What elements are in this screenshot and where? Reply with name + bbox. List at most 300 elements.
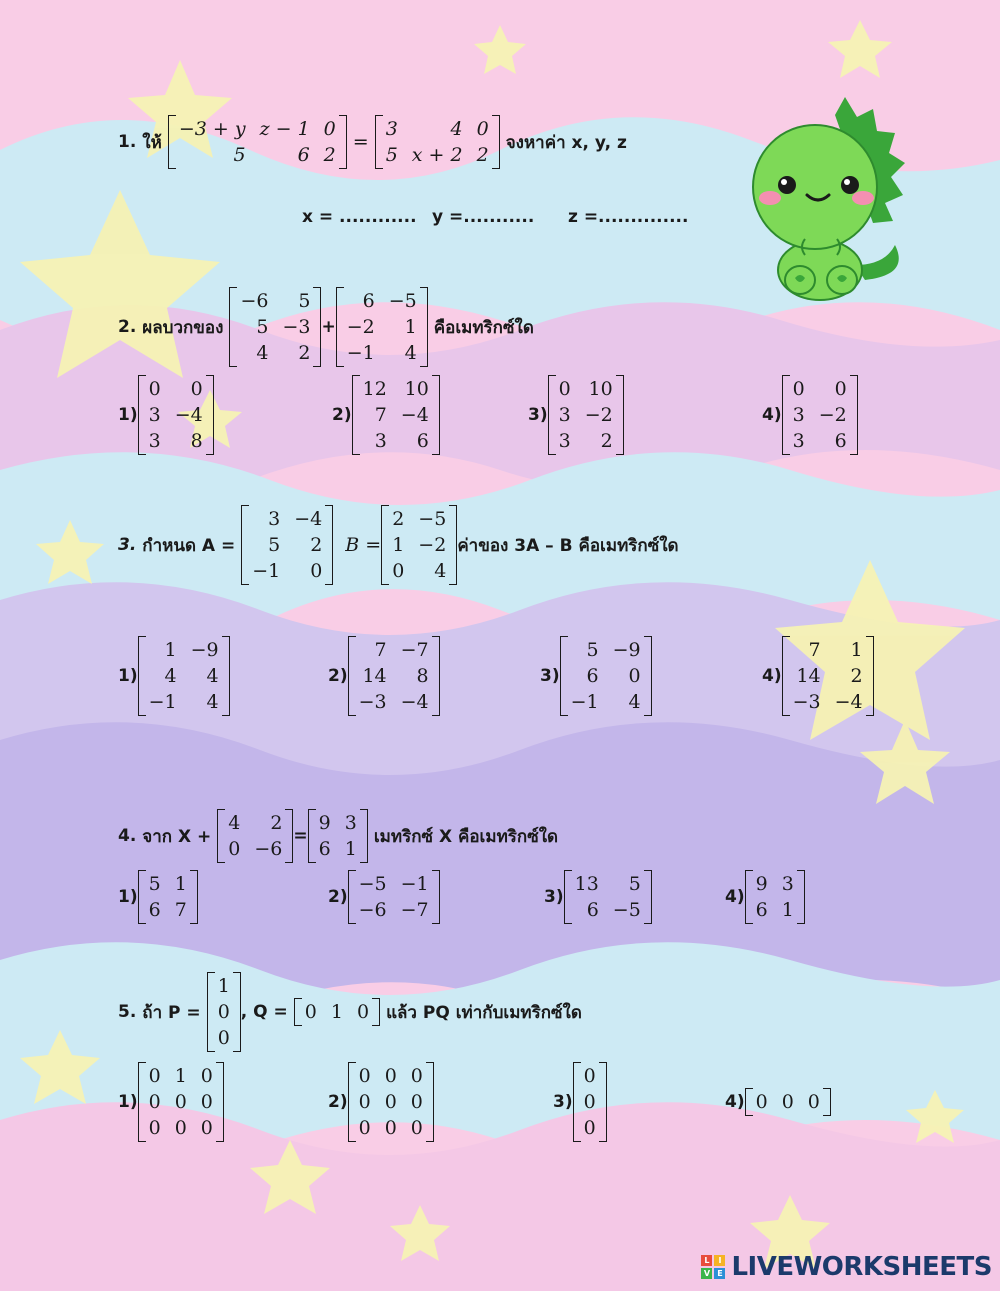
matrix-cell: 0: [200, 1065, 213, 1087]
matrix-cell: 13: [574, 873, 599, 895]
right-bracket: [599, 1062, 607, 1142]
matrix-cell: 1: [404, 316, 417, 338]
matrix-cell: 0: [384, 1065, 397, 1087]
question-prefix: ถ้า P =: [142, 1002, 201, 1023]
matrix-grid: [237, 287, 313, 367]
matrix-cell: 0: [304, 1001, 317, 1023]
matrix-cell: −5: [418, 508, 447, 530]
matrix-cell: 2: [850, 665, 863, 687]
matrix-cell: 2: [476, 144, 489, 166]
matrix-cell: 0: [834, 378, 847, 400]
choice-matrix: [745, 1088, 831, 1116]
matrix-cell: 6: [834, 430, 847, 452]
matrix-q-label: , Q =: [240, 1002, 288, 1022]
matrix-cell: −1: [346, 342, 375, 364]
question-number: 1.: [118, 132, 137, 152]
matrix-cell: −5: [612, 899, 641, 921]
matrix-cell: 5: [298, 290, 311, 312]
question-number: 3.: [118, 535, 137, 555]
matrix-cell: 3: [148, 404, 161, 426]
matrix-cell: 4: [206, 691, 219, 713]
matrix-cell: 0: [148, 1117, 161, 1139]
matrix-a: [168, 115, 347, 169]
right-bracket: [449, 505, 457, 585]
plus-sign: +: [321, 317, 336, 337]
left-bracket: [375, 115, 383, 169]
choice-3-2[interactable]: [328, 636, 440, 716]
right-bracket: [432, 375, 440, 455]
matrix-grid: [302, 998, 372, 1026]
question-3: [118, 505, 679, 585]
matrix-cell: 4: [206, 665, 219, 687]
choice-matrix: [348, 870, 440, 924]
matrix-cell: 4: [434, 560, 447, 582]
choice-4-4[interactable]: [725, 870, 805, 924]
matrix-cell: 4: [256, 342, 269, 364]
matrix-cell: 2: [298, 342, 311, 364]
left-bracket: [352, 375, 360, 455]
matrix-cell: 3: [148, 430, 161, 452]
right-bracket: [325, 505, 333, 585]
matrix-b: [375, 115, 500, 169]
matrix-cell: −9: [190, 639, 219, 661]
question-prefix: กำหนด A =: [142, 535, 236, 556]
right-bracket: [285, 809, 293, 863]
matrix-cell: −7: [400, 639, 429, 661]
matrix-cell: 9: [318, 812, 331, 834]
matrix-cell: 5: [148, 873, 161, 895]
choice-matrix: [348, 636, 440, 716]
choice-label: 3): [544, 887, 564, 907]
matrix-q: [294, 998, 380, 1026]
matrix-cell: −6: [358, 899, 387, 921]
matrix-cell: 7: [374, 404, 387, 426]
right-bracket: [420, 287, 428, 367]
matrix-cell: 4: [404, 342, 417, 364]
question-number: 5.: [118, 1002, 137, 1022]
matrix-cell: 0: [217, 1001, 230, 1023]
matrix-cell: 0: [148, 378, 161, 400]
matrix-grid: [146, 375, 206, 455]
choice-matrix: [560, 636, 652, 716]
choice-matrix: [348, 1062, 434, 1142]
matrix-grid: [581, 1062, 599, 1142]
matrix-grid: [146, 870, 190, 924]
choice-label: 1): [118, 1092, 138, 1112]
right-bracket: [616, 375, 624, 455]
liveworksheets-logo-icon: [701, 1255, 725, 1279]
matrix-cell: 1: [850, 639, 863, 661]
left-bracket: [548, 375, 556, 455]
matrix-cell: 4: [628, 691, 641, 713]
question-4: [118, 809, 558, 863]
choice-matrix: [782, 375, 858, 455]
matrix-cell: 2: [392, 508, 405, 530]
matrix-cell: 3: [558, 430, 571, 452]
matrix-cell: 14: [796, 665, 821, 687]
matrix-cell: 0: [583, 1091, 596, 1113]
choice-label: 1): [118, 405, 138, 425]
matrix-cell: 6: [416, 430, 429, 452]
choice-label: 4): [725, 887, 745, 907]
matrix-cell: 7: [174, 899, 187, 921]
matrix-cell: 0: [410, 1117, 423, 1139]
matrix-cell: 0: [174, 1091, 187, 1113]
matrix-cell: 5: [385, 144, 398, 166]
right-bracket: [644, 870, 652, 924]
matrix-grid: [215, 972, 233, 1052]
choice-matrix: [138, 636, 230, 716]
matrix-grid: [790, 375, 850, 455]
left-bracket: [782, 375, 790, 455]
matrix-cell: 0: [358, 1065, 371, 1087]
matrix-grid: [344, 287, 420, 367]
matrix-grid: [568, 636, 644, 716]
equals-sign: =: [293, 826, 308, 846]
matrix-cell: 7: [374, 639, 387, 661]
matrix-grid: [383, 115, 492, 169]
choice-label: 2): [328, 887, 348, 907]
right-bracket: [222, 636, 230, 716]
matrix-grid: [360, 375, 432, 455]
matrix-grid: [146, 636, 222, 716]
right-bracket: [372, 998, 380, 1026]
matrix-cell: 0: [558, 378, 571, 400]
matrix-cell: 2: [600, 430, 613, 452]
choice-label: 2): [328, 1092, 348, 1112]
right-bracket: [339, 115, 347, 169]
right-bracket: [313, 287, 321, 367]
left-bracket: [745, 1088, 753, 1116]
left-bracket: [348, 870, 356, 924]
answer-y[interactable]: y =...........: [432, 207, 535, 227]
right-bracket: [492, 115, 500, 169]
choice-label: 1): [118, 666, 138, 686]
matrix-cell: 5: [233, 144, 246, 166]
right-bracket: [426, 1062, 434, 1142]
matrix-cell: 0: [476, 118, 489, 140]
left-bracket: [241, 505, 249, 585]
choice-label: 3): [553, 1092, 573, 1112]
matrix-cell: 0: [310, 560, 323, 582]
left-bracket: [573, 1062, 581, 1142]
matrix-cell: −3: [792, 691, 821, 713]
matrix-cell: 9: [755, 873, 768, 895]
question-prefix: จาก X +: [142, 826, 212, 847]
matrix-cell: 2: [323, 144, 336, 166]
matrix-cell: 6: [586, 899, 599, 921]
left-bracket: [229, 287, 237, 367]
left-bracket: [336, 287, 344, 367]
matrix-cell: 0: [148, 1065, 161, 1087]
matrix-cell: 3: [385, 118, 398, 140]
matrix-cell: 0: [628, 665, 641, 687]
matrix-grid: [356, 1062, 426, 1142]
choice-4-3[interactable]: [544, 870, 652, 924]
choice-2-1[interactable]: [118, 375, 214, 455]
matrix-cell: 6: [755, 899, 768, 921]
matrix-cell: 0: [384, 1117, 397, 1139]
matrix-grid: [753, 1088, 823, 1116]
right-bracket: [866, 636, 874, 716]
matrix-cell: −2: [418, 534, 447, 556]
matrix-b-label: B =: [345, 534, 382, 556]
left-bracket: [782, 636, 790, 716]
matrix-cell: 6: [148, 899, 161, 921]
matrix-cell: 12: [362, 378, 387, 400]
question-suffix: เมทริกซ์ X คือเมทริกซ์ใด: [373, 826, 559, 847]
matrix-cell: 5: [268, 534, 281, 556]
matrix-cell: 5: [586, 639, 599, 661]
question-suffix: จงหาค่า x, y, z: [505, 132, 627, 153]
choice-label: 1): [118, 887, 138, 907]
right-bracket: [644, 636, 652, 716]
brand-name: LIVEWORKSHEETS: [731, 1252, 992, 1282]
question-prefix: ผลบวกของ: [142, 317, 224, 338]
logo-letter: L: [701, 1255, 712, 1266]
left-bracket: [294, 998, 302, 1026]
matrix-cell: x + 2: [411, 144, 463, 166]
left-bracket: [564, 870, 572, 924]
matrix-cell: 0: [174, 1117, 187, 1139]
choice-4-2[interactable]: [328, 870, 440, 924]
matrix-cell: 0: [190, 378, 203, 400]
matrix-cell: −4: [834, 691, 863, 713]
left-bracket: [138, 870, 146, 924]
matrix-cell: −1: [148, 691, 177, 713]
choice-2-2[interactable]: [332, 375, 440, 455]
matrix-a: [241, 505, 333, 585]
matrix-cell: −1: [252, 560, 281, 582]
logo-letter: E: [714, 1268, 725, 1279]
choice-3-4[interactable]: [762, 636, 874, 716]
matrix-b: [381, 505, 457, 585]
matrix-p: [207, 972, 241, 1052]
matrix-cell: 0: [358, 1091, 371, 1113]
matrix-cell: 4: [164, 665, 177, 687]
choice-matrix: [138, 375, 214, 455]
matrix-cell: −4: [174, 404, 203, 426]
matrix-cell: 5: [256, 316, 269, 338]
matrix-cell: 1: [392, 534, 405, 556]
equals-sign: =: [352, 131, 369, 153]
choice-4-1[interactable]: [118, 870, 198, 924]
matrix-grid: [790, 636, 866, 716]
left-bracket: [308, 809, 316, 863]
right-bracket: [360, 809, 368, 863]
matrix-grid: [356, 870, 432, 924]
choice-label: 2): [332, 405, 352, 425]
choice-matrix: [573, 1062, 607, 1142]
matrix-cell: 0: [583, 1117, 596, 1139]
matrix-cell: 0: [323, 118, 336, 140]
matrix-cell: 4: [228, 812, 241, 834]
choice-3-1[interactable]: [118, 636, 230, 716]
matrix-cell: 2: [270, 812, 283, 834]
matrix-grid: [225, 809, 285, 863]
matrix-cell: 1: [174, 873, 187, 895]
choice-label: 3): [528, 405, 548, 425]
matrix-grid: [356, 636, 432, 716]
question-prefix: ให้: [142, 132, 162, 153]
choice-matrix: [138, 1062, 224, 1142]
matrix-cell: 6: [297, 144, 310, 166]
matrix-cell: 1: [164, 639, 177, 661]
matrix-cell: 1: [344, 838, 357, 860]
left-bracket: [560, 636, 568, 716]
choice-2-4[interactable]: [762, 375, 858, 455]
right-bracket: [823, 1088, 831, 1116]
question-suffix: คือเมทริกซ์ใด: [433, 317, 534, 338]
matrix-cell: 3: [792, 404, 805, 426]
choice-label: 4): [725, 1092, 745, 1112]
question-1: [118, 115, 627, 169]
left-bracket: [138, 1062, 146, 1142]
choice-5-1[interactable]: [118, 1062, 224, 1142]
matrix-cell: 0: [392, 560, 405, 582]
matrix-cell: 3: [781, 873, 794, 895]
matrix-cell: −3: [358, 691, 387, 713]
choice-label: 4): [762, 405, 782, 425]
matrix-cell: 0: [356, 1001, 370, 1023]
matrix-cell: 10: [404, 378, 429, 400]
choice-matrix: [745, 870, 805, 924]
question-2: [118, 287, 534, 367]
matrix-cell: −3: [282, 316, 311, 338]
left-bracket: [207, 972, 215, 1052]
matrix-cell: 0: [384, 1091, 397, 1113]
matrix-a: [229, 287, 321, 367]
right-bracket: [850, 375, 858, 455]
matrix-cell: −2: [346, 316, 375, 338]
matrix-grid: [249, 505, 325, 585]
liveworksheets-logo[interactable]: [701, 1252, 992, 1282]
question-number: 4.: [118, 826, 137, 846]
matrix-cell: 3: [344, 812, 357, 834]
choice-matrix: [352, 375, 440, 455]
choice-3-3[interactable]: [540, 636, 652, 716]
matrix-cell: 0: [807, 1091, 820, 1113]
choice-2-3[interactable]: [528, 375, 624, 455]
right-bracket: [432, 636, 440, 716]
matrix-cell: 0: [200, 1091, 213, 1113]
matrix-cell: 10: [588, 378, 613, 400]
choice-matrix: [564, 870, 652, 924]
matrix-cell: 3: [374, 430, 387, 452]
matrix-cell: 0: [200, 1117, 213, 1139]
matrix-cell: 0: [217, 1027, 230, 1049]
matrix-cell: 0: [792, 378, 805, 400]
right-bracket: [233, 972, 241, 1052]
matrix-cell: 0: [228, 838, 241, 860]
choice-label: 3): [540, 666, 560, 686]
matrix-cell: 8: [416, 665, 429, 687]
right-bracket: [216, 1062, 224, 1142]
matrix-cell: 0: [148, 1091, 161, 1113]
left-bracket: [348, 636, 356, 716]
choice-5-2[interactable]: [328, 1062, 434, 1142]
matrix-cell: −1: [570, 691, 599, 713]
matrix-cell: 1: [174, 1065, 187, 1087]
choice-5-3[interactable]: [553, 1062, 607, 1142]
logo-letter: I: [714, 1255, 725, 1266]
right-bracket: [206, 375, 214, 455]
matrix-cell: 3: [792, 430, 805, 452]
question-suffix: ค่าของ 3A – B คือเมทริกซ์ใด: [457, 535, 679, 556]
left-bracket: [217, 809, 225, 863]
logo-letter: V: [701, 1268, 712, 1279]
question-suffix: แล้ว PQ เท่ากับเมทริกซ์ใด: [386, 1002, 582, 1023]
matrix-cell: −4: [294, 508, 323, 530]
matrix-cell: 1: [781, 899, 794, 921]
matrix-cell: 4: [450, 118, 463, 140]
question-5: [118, 972, 582, 1052]
matrix-cell: 0: [755, 1091, 768, 1113]
answer-z[interactable]: z =..............: [568, 207, 689, 227]
matrix-grid: [556, 375, 616, 455]
matrix-cell: 5: [628, 873, 641, 895]
answer-x[interactable]: x = ............: [302, 207, 417, 227]
matrix-cell: −2: [584, 404, 613, 426]
matrix-cell: 14: [362, 665, 387, 687]
left-bracket: [381, 505, 389, 585]
matrix-grid: [316, 809, 360, 863]
choice-matrix: [138, 870, 198, 924]
matrix-cell: 0: [781, 1091, 794, 1113]
left-bracket: [138, 375, 146, 455]
matrix-cell: −4: [400, 691, 429, 713]
matrix-cell: 6: [586, 665, 599, 687]
matrix-cell: −4: [400, 404, 429, 426]
right-bracket: [190, 870, 198, 924]
matrix-grid: [176, 115, 339, 169]
matrix-cell: 0: [358, 1117, 371, 1139]
left-bracket: [138, 636, 146, 716]
matrix-cell: 8: [190, 430, 203, 452]
choice-label: 4): [762, 666, 782, 686]
matrix-cell: z − 1: [259, 118, 310, 140]
matrix-cell: 1: [217, 975, 230, 997]
left-bracket: [745, 870, 753, 924]
matrix-cell: 1: [330, 1001, 343, 1023]
matrix-grid: [146, 1062, 216, 1142]
matrix-cell: −2: [818, 404, 847, 426]
matrix-cell: 3: [558, 404, 571, 426]
choice-label: 2): [328, 666, 348, 686]
choice-5-4[interactable]: [725, 1088, 831, 1116]
matrix-cell: −6: [240, 290, 269, 312]
matrix-cell: −6: [254, 838, 283, 860]
right-bracket: [797, 870, 805, 924]
matrix-cell: 0: [410, 1065, 423, 1087]
choice-matrix: [548, 375, 624, 455]
matrix-cell: 6: [318, 838, 331, 860]
matrix-grid: [389, 505, 449, 585]
matrix-cell: 2: [310, 534, 323, 556]
choice-matrix: [782, 636, 874, 716]
matrix-cell: 0: [410, 1091, 423, 1113]
left-bracket: [348, 1062, 356, 1142]
matrix-b: [308, 809, 368, 863]
matrix-grid: [572, 870, 644, 924]
matrix-cell: −7: [400, 899, 429, 921]
matrix-cell: −5: [388, 290, 417, 312]
question-number: 2.: [118, 317, 137, 337]
right-bracket: [432, 870, 440, 924]
matrix-cell: −5: [358, 873, 387, 895]
matrix-cell: 7: [808, 639, 821, 661]
matrix-grid: [753, 870, 797, 924]
